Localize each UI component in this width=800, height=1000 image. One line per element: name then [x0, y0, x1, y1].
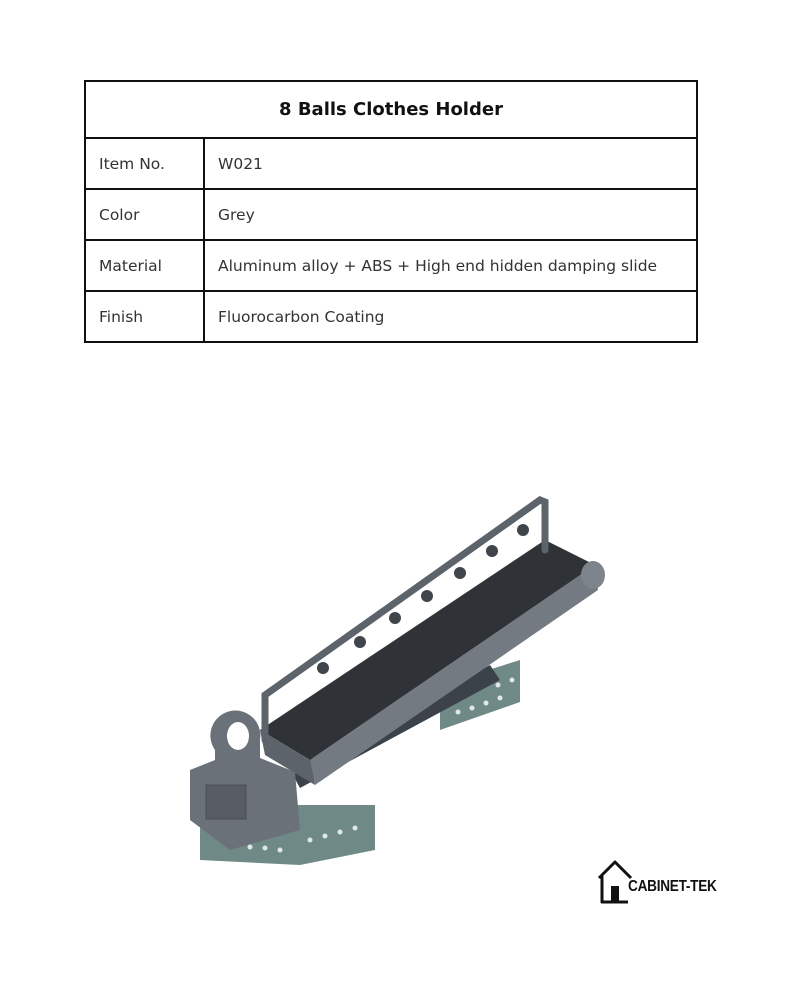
product-title: 8 Balls Clothes Holder	[85, 81, 697, 138]
table-row	[85, 291, 697, 342]
end-cap	[581, 561, 605, 589]
row-label-color: Color	[85, 189, 204, 240]
row-value-item-no: W021	[204, 138, 697, 189]
table-row	[85, 240, 697, 291]
brand-logo-text: CABINET-TEK	[628, 878, 717, 895]
row-label-material: Material	[85, 240, 204, 291]
table-header-row	[85, 81, 697, 138]
row-label-item-no: Item No.	[85, 138, 204, 189]
spec-table	[84, 80, 698, 343]
tray-top	[260, 540, 595, 760]
table-row	[85, 138, 697, 189]
product-image	[140, 440, 650, 900]
row-value-finish: Fluorocarbon Coating	[204, 291, 697, 342]
row-value-material: Aluminum alloy + ABS + High end hidden damping slide	[204, 240, 697, 291]
row-value-color: Grey	[204, 189, 697, 240]
row-label-finish: Finish	[85, 291, 204, 342]
table-row	[85, 189, 697, 240]
